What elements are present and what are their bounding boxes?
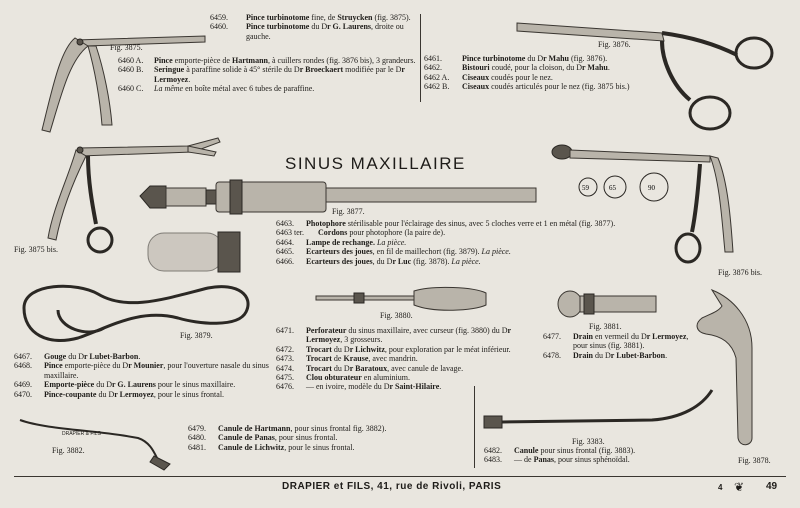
entry-6462: 6462. Bistouri coudé, pour la cloison, du Dr Mahu.	[424, 63, 610, 73]
entry-6467: 6467. Gouge du Dr Lubet-Barbon.	[14, 352, 141, 361]
footer-rule	[14, 476, 786, 477]
figure-label-3878: Fig. 3878.	[738, 456, 771, 465]
entry-6473: 6473. Trocart de Krause, avec mandrin.	[276, 354, 418, 364]
entries-block-cannulas	[188, 424, 470, 452]
figure-label-3882: Fig. 3882.	[52, 446, 85, 455]
entries-block-bottom-right	[484, 446, 714, 465]
dial-mark-65: 65	[609, 184, 616, 192]
entry-6462a: 6462 A. Ciseaux coudés pour le nez.	[424, 72, 553, 82]
entry-6465: 6465. Ecarteurs des joues, en fil de maillechort (fig. 3879). La pièce.	[276, 247, 511, 257]
entry-6476: 6476. — en ivoire, modèle du Dr Saint-Hilaire.	[276, 382, 442, 392]
entry-6466: 6466. Ecarteurs des joues, du Dr Luc (fig. 3878). La pièce.	[276, 256, 481, 266]
figure-label-3876bis: Fig. 3876 bis.	[718, 268, 763, 277]
figure-label-3883: Fig. 3383.	[572, 437, 605, 446]
entry-6474: 6474. Trocart du Dr Baratoux, avec canule de lavage.	[276, 363, 464, 373]
publisher-footer: DRAPIER et FILS, 41, rue de Rivoli, PARIS	[282, 481, 502, 492]
page-number: 49	[766, 481, 778, 492]
entry-6460b: 6460 B. Seringue à paraffine solide à 45° stérile du Dr Broeckaert modifiée par le Dr Lermoyez.	[118, 65, 405, 84]
page-marker: 4	[718, 483, 723, 492]
entries-block-top-right	[424, 54, 659, 92]
entry-6481: 6481. Canule de Lichwitz, pour le sinus frontal.	[188, 442, 355, 452]
entry-6460c: 6460 C. La même en boîte métal avec 6 tubes de paraffine.	[118, 84, 315, 94]
cannula-frontal-illustration	[482, 386, 717, 436]
ornament-icon: ❦	[734, 480, 745, 494]
column-divider-top	[420, 14, 421, 102]
entry-6461: 6461. Pince turbinotome du Dr Mahu (fig. 3876).	[424, 54, 608, 63]
entries-block-right-lower	[543, 332, 693, 360]
entries-block-photophore	[276, 219, 621, 266]
entry-6475: 6475. Clou obturateur en aluminium.	[276, 373, 410, 383]
entry-6471: 6471. Perforateur du sinus maxillaire, avec curseur (fig. 3880) du Dr Lermoyez, 3 grosseurs.	[276, 326, 511, 345]
cheek-retractor-wire-illustration	[18, 278, 258, 348]
entry-6483: 6483. — de Panas, pour sinus sphénoïdal.	[484, 455, 630, 465]
dial-mark-90: 90	[648, 184, 655, 192]
entry-6472: 6472. Trocart du Dr Lichwitz, pour exploration par le méat inférieur.	[276, 344, 511, 354]
entries-block-top-left	[118, 56, 418, 94]
entries-block-top-center	[210, 13, 416, 41]
figure-label-3875: Fig. 3875.	[110, 43, 143, 52]
figure-label-3876: Fig. 3876.	[598, 40, 631, 49]
entry-6460: 6460. Pince turbinotome du Dr G. Laurens, droite ou gauche.	[210, 22, 404, 41]
figure-label-3880: Fig. 3880.	[380, 311, 413, 320]
section-heading: SINUS MAXILLAIRE	[285, 154, 466, 173]
entries-block-left-lower	[14, 352, 272, 399]
dial-mark-59: 59	[582, 184, 589, 192]
entry-6482: 6482. Canule pour sinus frontal (fig. 3883).	[484, 446, 636, 455]
entry-6464: 6464. Lampe de rechange. La pièce.	[276, 237, 407, 247]
column-divider-bottom	[474, 386, 475, 468]
entry-6478: 6478. Drain du Dr Lubet-Barbon.	[543, 350, 668, 360]
entry-6463ter: 6463 ter. Cordons pour photophore (la paire de).	[276, 228, 446, 238]
entry-6460a: 6460 A. Pince emporte-pièce de Hartmann, à cuillers rondes (fig. 3876 bis), 3 grandeurs.	[118, 56, 416, 65]
entry-6470: 6470. Pince-coupante du Dr Lermoyez, pour le sinus frontal.	[14, 389, 225, 399]
figure-label-3881: Fig. 3881.	[589, 322, 622, 331]
entry-6469: 6469. Emporte-pièce du Dr G. Laurens pour le sinus maxillaire.	[14, 380, 236, 390]
entry-6468: 6468. Pince emporte-pièce du Dr Mounier, pour l'ouverture nasale du sinus maxillaire.	[14, 361, 269, 380]
maker-stamp-3882: DRAPIER & FILS	[62, 431, 101, 437]
entry-6462b: 6462 B. Ciseaux coudés articulés pour le nez (fig. 3875 bis.)	[424, 82, 630, 92]
entry-6463: 6463. Photophore stérilisable pour l'éclairage des sinus, avec 5 cloches verre et 1 en métal (fig. 3877).	[276, 219, 616, 228]
figure-label-3879: Fig. 3879.	[180, 331, 213, 340]
figure-label-3875bis: Fig. 3875 bis.	[14, 245, 59, 254]
perforator-lermoyez-illustration	[314, 285, 489, 313]
figure-label-3877: Fig. 3877.	[332, 207, 365, 216]
entry-6479: 6479. Canule de Hartmann, pour sinus frontal fig. 3882).	[188, 424, 387, 433]
entry-6480: 6480. Canule de Panas, pour sinus frontal.	[188, 433, 338, 443]
entry-6459: 6459. Pince turbinotome fine, de Struycken (fig. 3875).	[210, 13, 411, 22]
entry-6477: 6477. Drain en vermeil du Dr Lermoyez, pour sinus (fig. 3881).	[543, 332, 689, 351]
entries-block-center-lower	[276, 326, 532, 392]
drain-lermoyez-illustration	[556, 288, 660, 322]
cannula-hartmann-illustration	[18, 416, 178, 472]
